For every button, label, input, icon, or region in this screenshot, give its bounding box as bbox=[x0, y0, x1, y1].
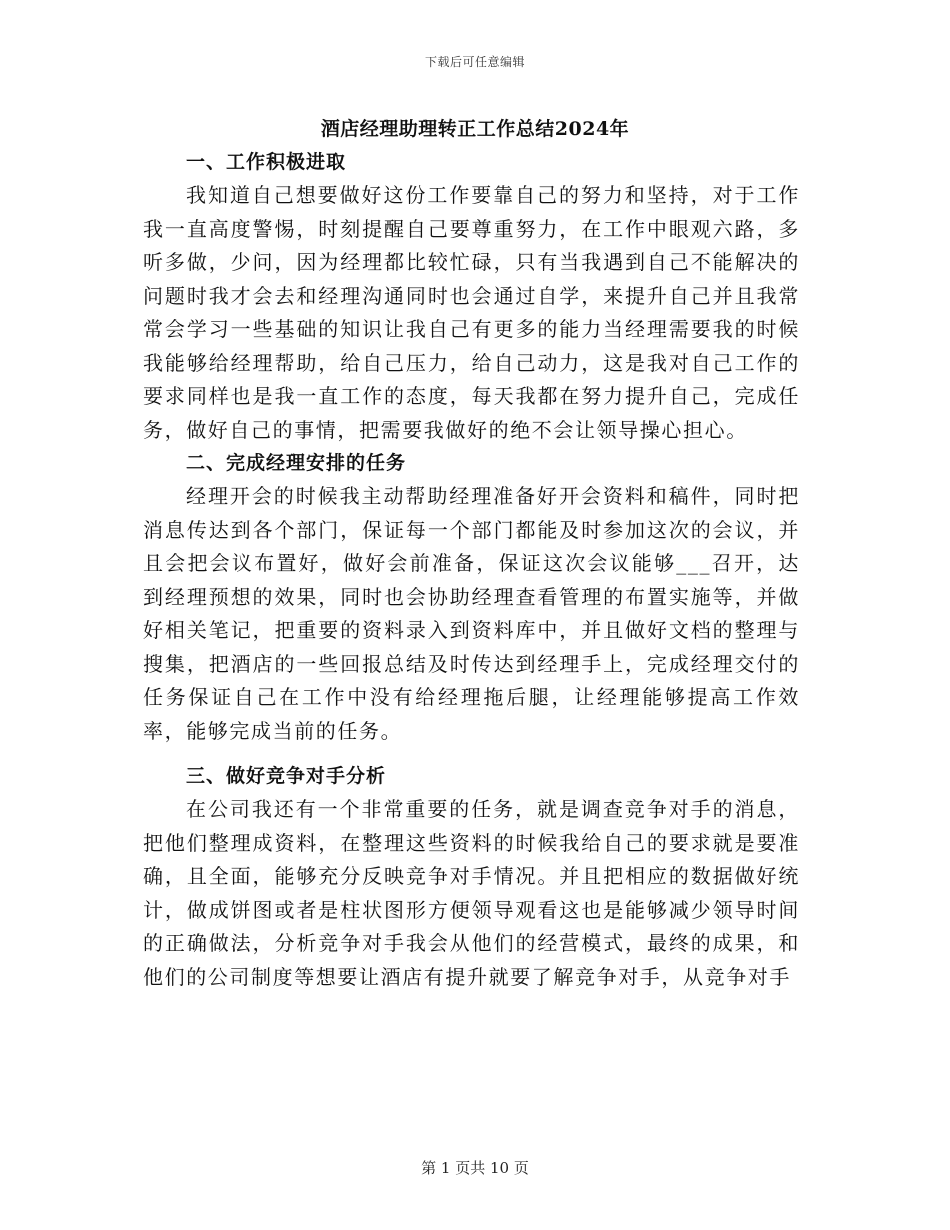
section-3 bbox=[143, 760, 800, 994]
section-heading: 一、工作积极进取 bbox=[186, 151, 347, 173]
document-title: 酒店经理助理转正工作总结2024年 bbox=[320, 118, 630, 140]
document-body bbox=[143, 146, 800, 994]
section-paragraph: 经理开会的时候我主动帮助经理准备好开会资料和稿件，同时把消息传达到各个部门，保证每一个部门都能及时参加这次的会议，并且会把会议布置好，做好会前准备，保证这次会议能够___召开，达到经理预想的效果，同时也会协助经理查看管理的布置实施等，并做好相关笔记，把重要的资料录入到资料库中，并且做好文档的整理与搜集，把酒店的一些回报总结及时传达到经理手上，完成经理交付的任务保证自己在工作中没有给经理拖后腿，让经理能够提高工作效率，能够完成当前的任务。 bbox=[143, 484, 800, 743]
section-heading: 二、完成经理安排的任务 bbox=[186, 452, 407, 474]
section-spacer bbox=[143, 748, 800, 760]
section-1 bbox=[143, 146, 800, 447]
section-paragraph: 我知道自己想要做好这份工作要靠自己的努力和坚持，对于工作我一直高度警惕，时刻提醒自己要尊重努力，在工作中眼观六路，多听多做，少问，因为经理都比较忙碌，只有当我遇到自己不能解决的问题时我才会去和经理沟通同时也会通过自学，来提升自己并且我常常会学习一些基础的知识让我自己有更多的能力当经理需要我的时候我能够给经理帮助，给自己压力，给自己动力，这是我对自己工作的要求同样也是我一直工作的态度，每天我都在努力提升自己，完成任务，做好自己的事情，把需要我做好的绝不会让领导操心担心。 bbox=[143, 183, 800, 442]
section-heading: 三、做好竞争对手分析 bbox=[186, 765, 387, 787]
section-2 bbox=[143, 447, 800, 748]
section-paragraph: 在公司我还有一个非常重要的任务，就是调查竞争对手的消息，把他们整理成资料，在整理这些资料的时候我给自己的要求就是要准确，且全面，能够充分反映竞争对手情况。并且把相应的数据做好统计，做成饼图或者是柱状图形方便领导观看这也是能够减少领导时间的正确做法，分析竞争对手我会从他们的经营模式，最终的成果，和他们的公司制度等想要让酒店有提升就要了解竞争对手，从竞争对手 bbox=[143, 797, 800, 989]
page-footer: 第 1 页共 10 页 bbox=[421, 1159, 529, 1177]
header-note: 下载后可任意编辑 bbox=[424, 55, 525, 69]
